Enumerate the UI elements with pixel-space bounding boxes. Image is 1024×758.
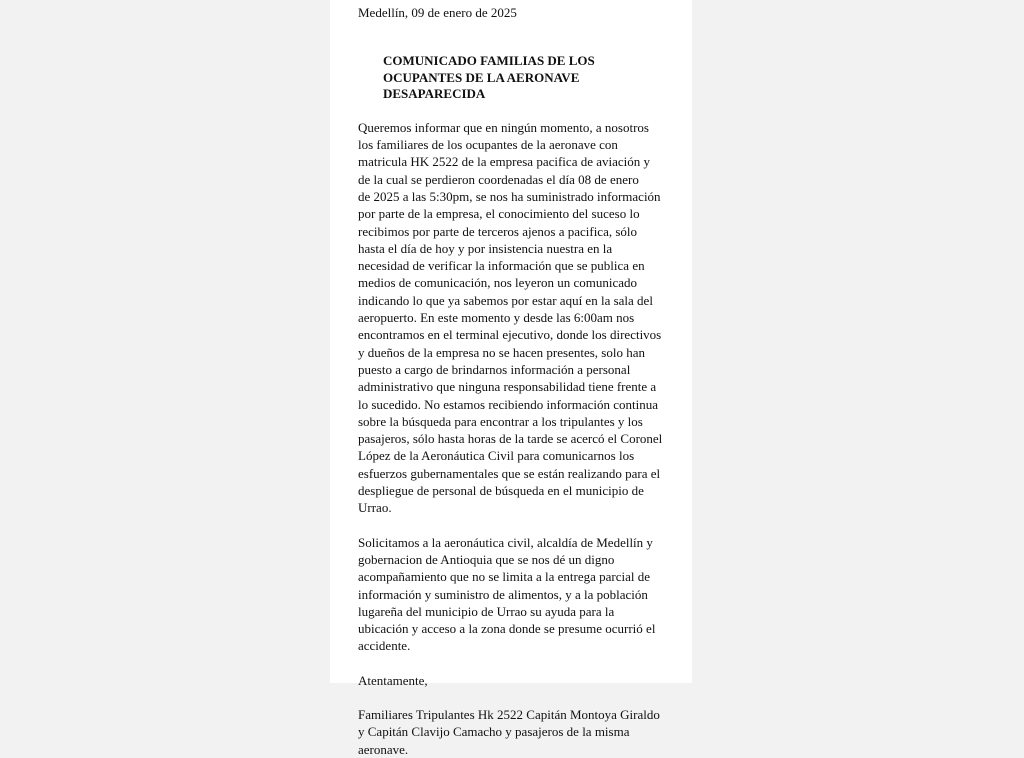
text-line: necesidad de verificar la información que se publica en [358,258,645,274]
title-line: DESAPARECIDA [383,86,486,102]
text-line: gobernacion de Antioquia que se nos dé un digno [358,551,615,567]
text-line: medios de comunicación, nos leyeron un comunicado [358,275,638,291]
text-line: Urrao. [358,500,392,516]
text-line: matricula HK 2522 de la empresa pacifica de aviación y [358,154,651,170]
signature-block [358,706,678,758]
text-line: los familiares de los ocupantes de la aeronave con [358,137,618,153]
closing-line: Atentamente, [358,672,428,688]
text-line: por parte de la empresa, el conocimiento del suceso lo [358,206,640,222]
signature-line: y Capitán Clavijo Camacho y pasajeros de la misma [358,724,630,740]
text-line: ubicación y acceso a la zona donde se presume ocurrió el [358,621,656,637]
text-line: Solicitamos a la aeronáutica civil, alcaldía de Medellín y [358,534,653,550]
title-line: COMUNICADO FAMILIAS DE LOS [383,53,595,69]
text-line: aeropuerto. En este momento y desde las 6:00am nos [358,310,635,326]
text-line: indicando lo que ya sabemos por estar aquí en la sala del [358,292,653,308]
text-line: y dueños de la empresa no se hacen presentes, solo han [358,344,645,360]
text-line: puesto a cargo de brindarnos información a personal [358,361,631,377]
text-line: acompañamiento que no se limita a la entrega parcial de [358,569,651,585]
text-line: de la cual se perdieron coordenadas el día 08 de enero [358,171,639,187]
signature-line: aeronave. [358,741,409,757]
text-line: López de la Aeronáutica Civil para comunicarnos los [358,448,635,464]
letter-body [358,0,678,758]
text-line: Queremos informar que en ningún momento, a nosotros [358,119,649,135]
paragraph-2 [358,534,678,655]
signature-line: Familiares Tripulantes Hk 2522 Capitán Montoya Giraldo [358,707,660,722]
text-line: información y suministro de alimentos, y a la población [358,586,648,602]
letter-title [383,53,623,103]
text-line: administrativo que ninguna responsabilidad tiene frente a [358,379,657,395]
date-line: Medellín, 09 de enero de 2025 [358,5,517,20]
text-line: pasajeros, sólo hasta horas de la tarde se acercó el Coronel [358,431,663,447]
text-line: lugareña del municipio de Urrao su ayuda para la [358,603,615,619]
text-line: de 2025 a las 5:30pm, se nos ha suministrado información [358,188,661,204]
text-line: esfuerzos gubernamentales que se están realizando para el [358,465,661,481]
text-line: despliegue de personal de búsqueda en el municipio de [358,483,644,499]
paragraph-1 [358,119,678,517]
text-line: hasta el día de hoy y por insistencia nuestra en la [358,240,613,256]
text-line: encontramos en el terminal ejecutivo, donde los directivos [358,327,662,343]
title-line: OCUPANTES DE LA AERONAVE [383,69,580,85]
text-line: sobre la búsqueda para encontrar a los tripulantes y los [358,413,643,429]
text-line: accidente. [358,638,411,654]
text-line: recibimos por parte de terceros ajenos a pacifica, sólo [358,223,638,239]
text-line: lo sucedido. No estamos recibiendo información continua [358,396,659,412]
